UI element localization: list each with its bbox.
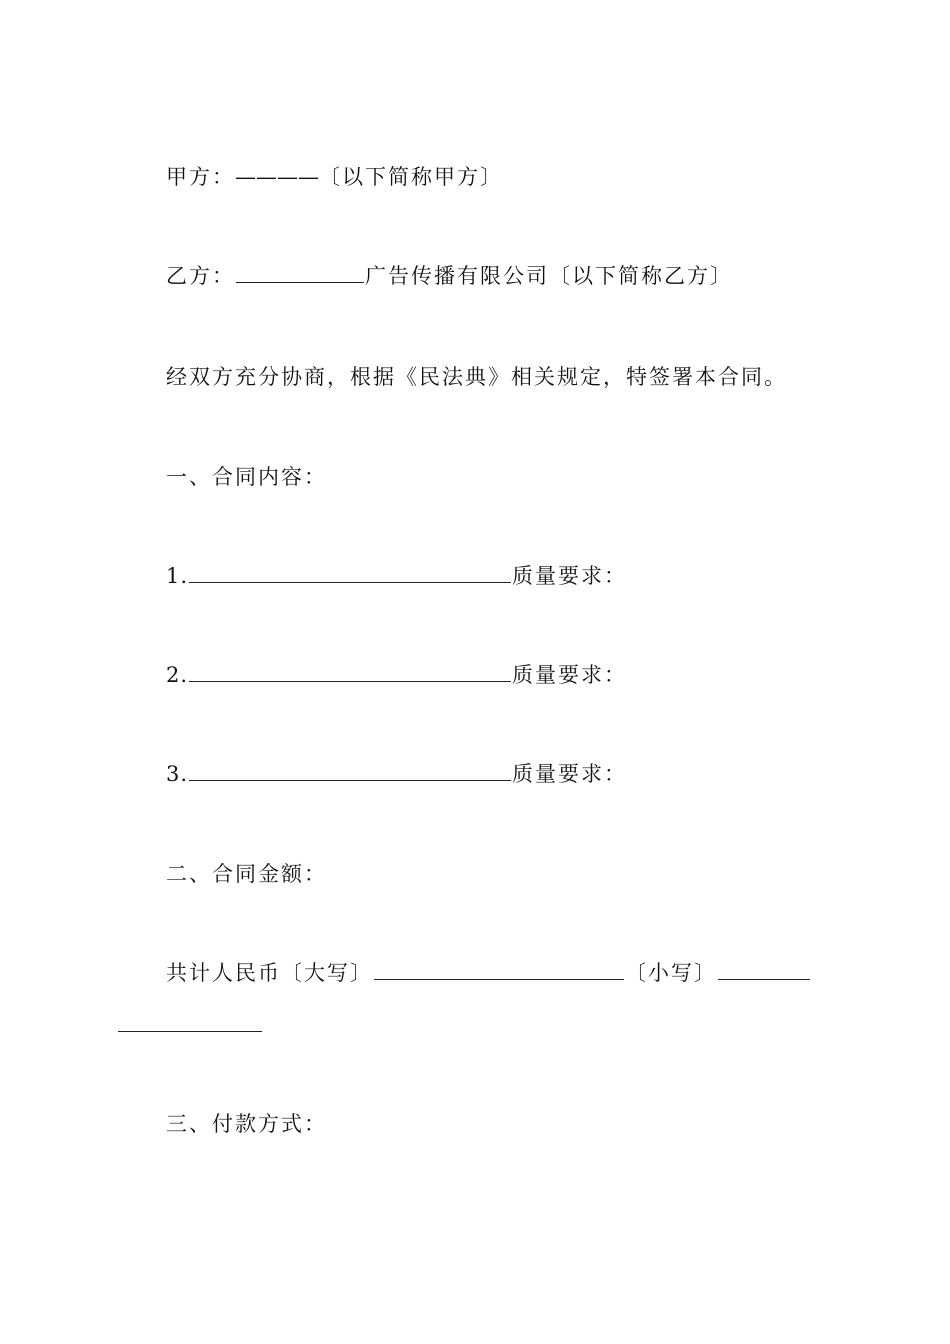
item-1-number: 1. bbox=[166, 564, 189, 588]
item-3-number: 3. bbox=[166, 762, 189, 786]
item-2-blank[interactable] bbox=[189, 663, 511, 682]
amount-upper-blank[interactable] bbox=[374, 961, 624, 980]
item-2-requirement: 质量要求： bbox=[512, 663, 628, 687]
amount-lower-blank-continued[interactable] bbox=[118, 1031, 262, 1032]
party-a-label: 甲方： bbox=[166, 165, 235, 189]
section-1-title: 一、合同内容： bbox=[166, 465, 327, 489]
item-1-requirement: 质量要求： bbox=[512, 564, 628, 588]
amount-lower-blank[interactable] bbox=[718, 961, 810, 980]
section-3-title: 三、付款方式： bbox=[166, 1112, 327, 1136]
item-1 bbox=[166, 563, 627, 589]
item-3-blank[interactable] bbox=[189, 762, 511, 781]
item-2-number: 2. bbox=[166, 663, 189, 687]
party-b-blank[interactable] bbox=[236, 264, 364, 283]
party-b-line bbox=[166, 263, 733, 289]
party-a-suffix: 〔以下简称甲方〕 bbox=[319, 165, 503, 189]
amount-line bbox=[166, 960, 811, 986]
amount-label: 共计人民币〔大写〕 bbox=[166, 961, 373, 985]
item-3 bbox=[166, 761, 627, 787]
item-2 bbox=[166, 662, 627, 688]
party-b-suffix: 广告传播有限公司〔以下简称乙方〕 bbox=[365, 264, 733, 288]
section-2-title: 二、合同金额： bbox=[166, 862, 327, 886]
party-a-line bbox=[166, 164, 503, 190]
item-3-requirement: 质量要求： bbox=[512, 762, 628, 786]
amount-small-label: 〔小写〕 bbox=[625, 961, 717, 985]
intro-paragraph: 经双方充分协商，根据《民法典》相关规定，特签署本合同。 bbox=[166, 365, 787, 389]
party-a-dashes: ———— bbox=[235, 165, 319, 189]
party-b-label: 乙方： bbox=[166, 264, 235, 288]
item-1-blank[interactable] bbox=[189, 564, 511, 583]
